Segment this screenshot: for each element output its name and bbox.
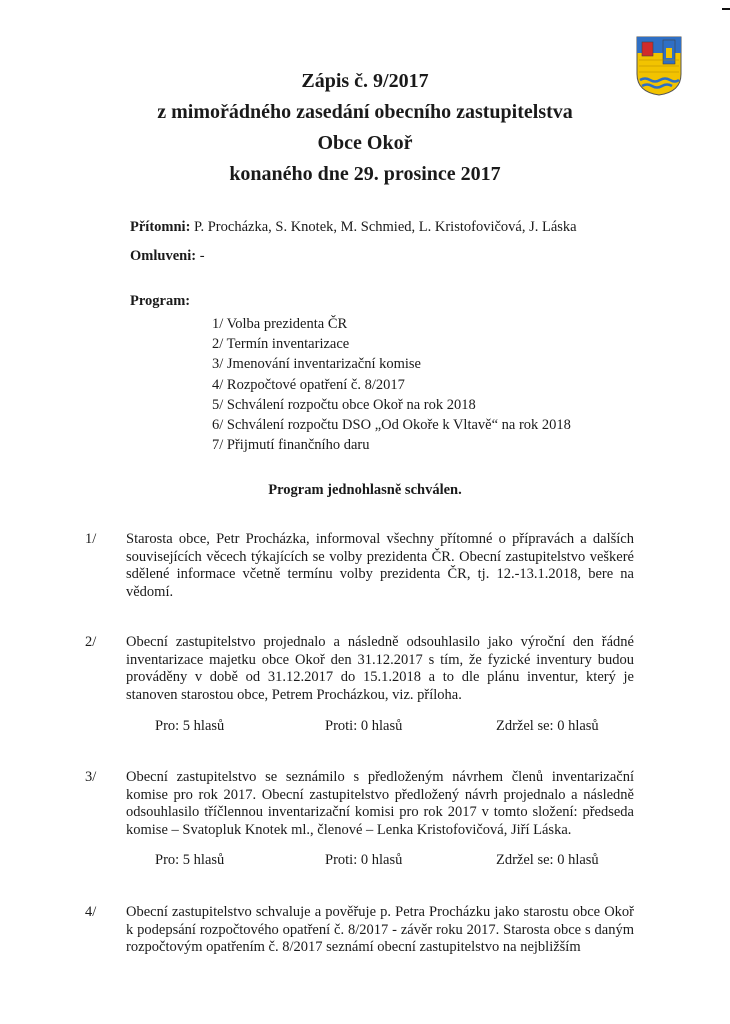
- votes-abstain: Zdržel se: 0 hlasů: [496, 718, 599, 734]
- program-item: 1/ Volba prezidenta ČR: [212, 316, 348, 332]
- item-text: Obecní zastupitelstvo schvaluje a pověřuje p. Petra Procházku jako starostu obce Okoř k podepsání rozpočtového opatření č. 8/2017 - závěr roku 2017. Starosta obce s daným rozpočtovým opatřením č. 8/2017 seznámí obecní zastupitelstvo na nejbližším: [126, 904, 634, 955]
- title-line-1: Zápis č. 9/2017: [301, 70, 429, 92]
- program-item: 4/ Rozpočtové opatření č. 8/2017: [212, 376, 405, 393]
- item-number: 2/: [85, 634, 97, 650]
- item-text: Starosta obce, Petr Procházka, informoval všechny přítomné o přípravách a dalších souvisejících věcech týkajících se volby prezidenta ČR. Obecní zastupitelstvo veškeré sdělené informace včetně termínu volby prezidenta ČR, tj. 12.-13.1.2018, bere na vědomí.: [126, 531, 634, 600]
- votes-for: Pro: 5 hlasů: [155, 718, 225, 734]
- program-list: [212, 314, 571, 455]
- present-row: [130, 218, 577, 247]
- votes-against: Proti: 0 hlasů: [325, 718, 403, 734]
- title-line-3: Obce Okoř: [317, 132, 413, 154]
- title-line-4: konaného dne 29. prosince 2017: [229, 163, 501, 185]
- item-number: 1/: [85, 531, 97, 547]
- scan-edge-mark: [722, 8, 730, 10]
- item-number: 4/: [85, 904, 97, 920]
- excused-value: -: [199, 248, 205, 264]
- present-value: P. Procházka, S. Knotek, M. Schmied, L. Kristofovičová, J. Láska: [194, 219, 577, 235]
- item-text: Obecní zastupitelstvo projednalo a následně odsouhlasilo jako výroční den řádné inventarizace majetku obce Okoř den 31.12.2017 s tím, že fyzické inventury budou prováděny v době od 31.12.2017 do 15.1.2018 a to dle plánu inventur, který je stanoven starostou obce, Petrem Procházkou, viz. příloha.: [126, 634, 634, 703]
- present-label: Přítomni:: [130, 219, 191, 235]
- program-item: 2/ Termín inventarizace: [212, 336, 350, 353]
- votes-against: Proti: 0 hlasů: [325, 852, 403, 868]
- program-item: 3/ Jmenování inventarizační komise: [212, 356, 421, 373]
- program-item: 6/ Schválení rozpočtu DSO „Od Okoře k Vltavě“ na rok 2018: [212, 417, 571, 434]
- item-text: Obecní zastupitelstvo se seznámilo s předloženým návrhem členů inventarizační komise pro rok 2017. Obecní zastupitelstvo předložený návrh projednalo a následně odsouhlasilo tříčlennou inventarizační komisi pro rok 2017 v tomto složení: předseda komise – Svatopluk Knotek ml., členové – Lenka Kristofovičová, Jiří Láska.: [126, 769, 634, 838]
- program-label: Program:: [130, 293, 191, 309]
- program-item: 5/ Schválení rozpočtu obce Okoř na rok 2018: [212, 396, 476, 413]
- attendance-section: [130, 218, 577, 276]
- title-line-2: z mimořádného zasedání obecního zastupitelstva: [157, 101, 573, 123]
- votes-abstain: Zdržel se: 0 hlasů: [496, 852, 599, 868]
- excused-label: Omluveni:: [130, 248, 197, 264]
- item-number: 3/: [85, 769, 97, 785]
- votes-for: Pro: 5 hlasů: [155, 852, 225, 868]
- excused-row: [130, 247, 577, 276]
- document-title: [60, 66, 670, 190]
- program-approved-note: Program jednohlasně schválen.: [268, 482, 462, 498]
- program-item: 7/ Přijmutí finančního daru: [212, 437, 370, 454]
